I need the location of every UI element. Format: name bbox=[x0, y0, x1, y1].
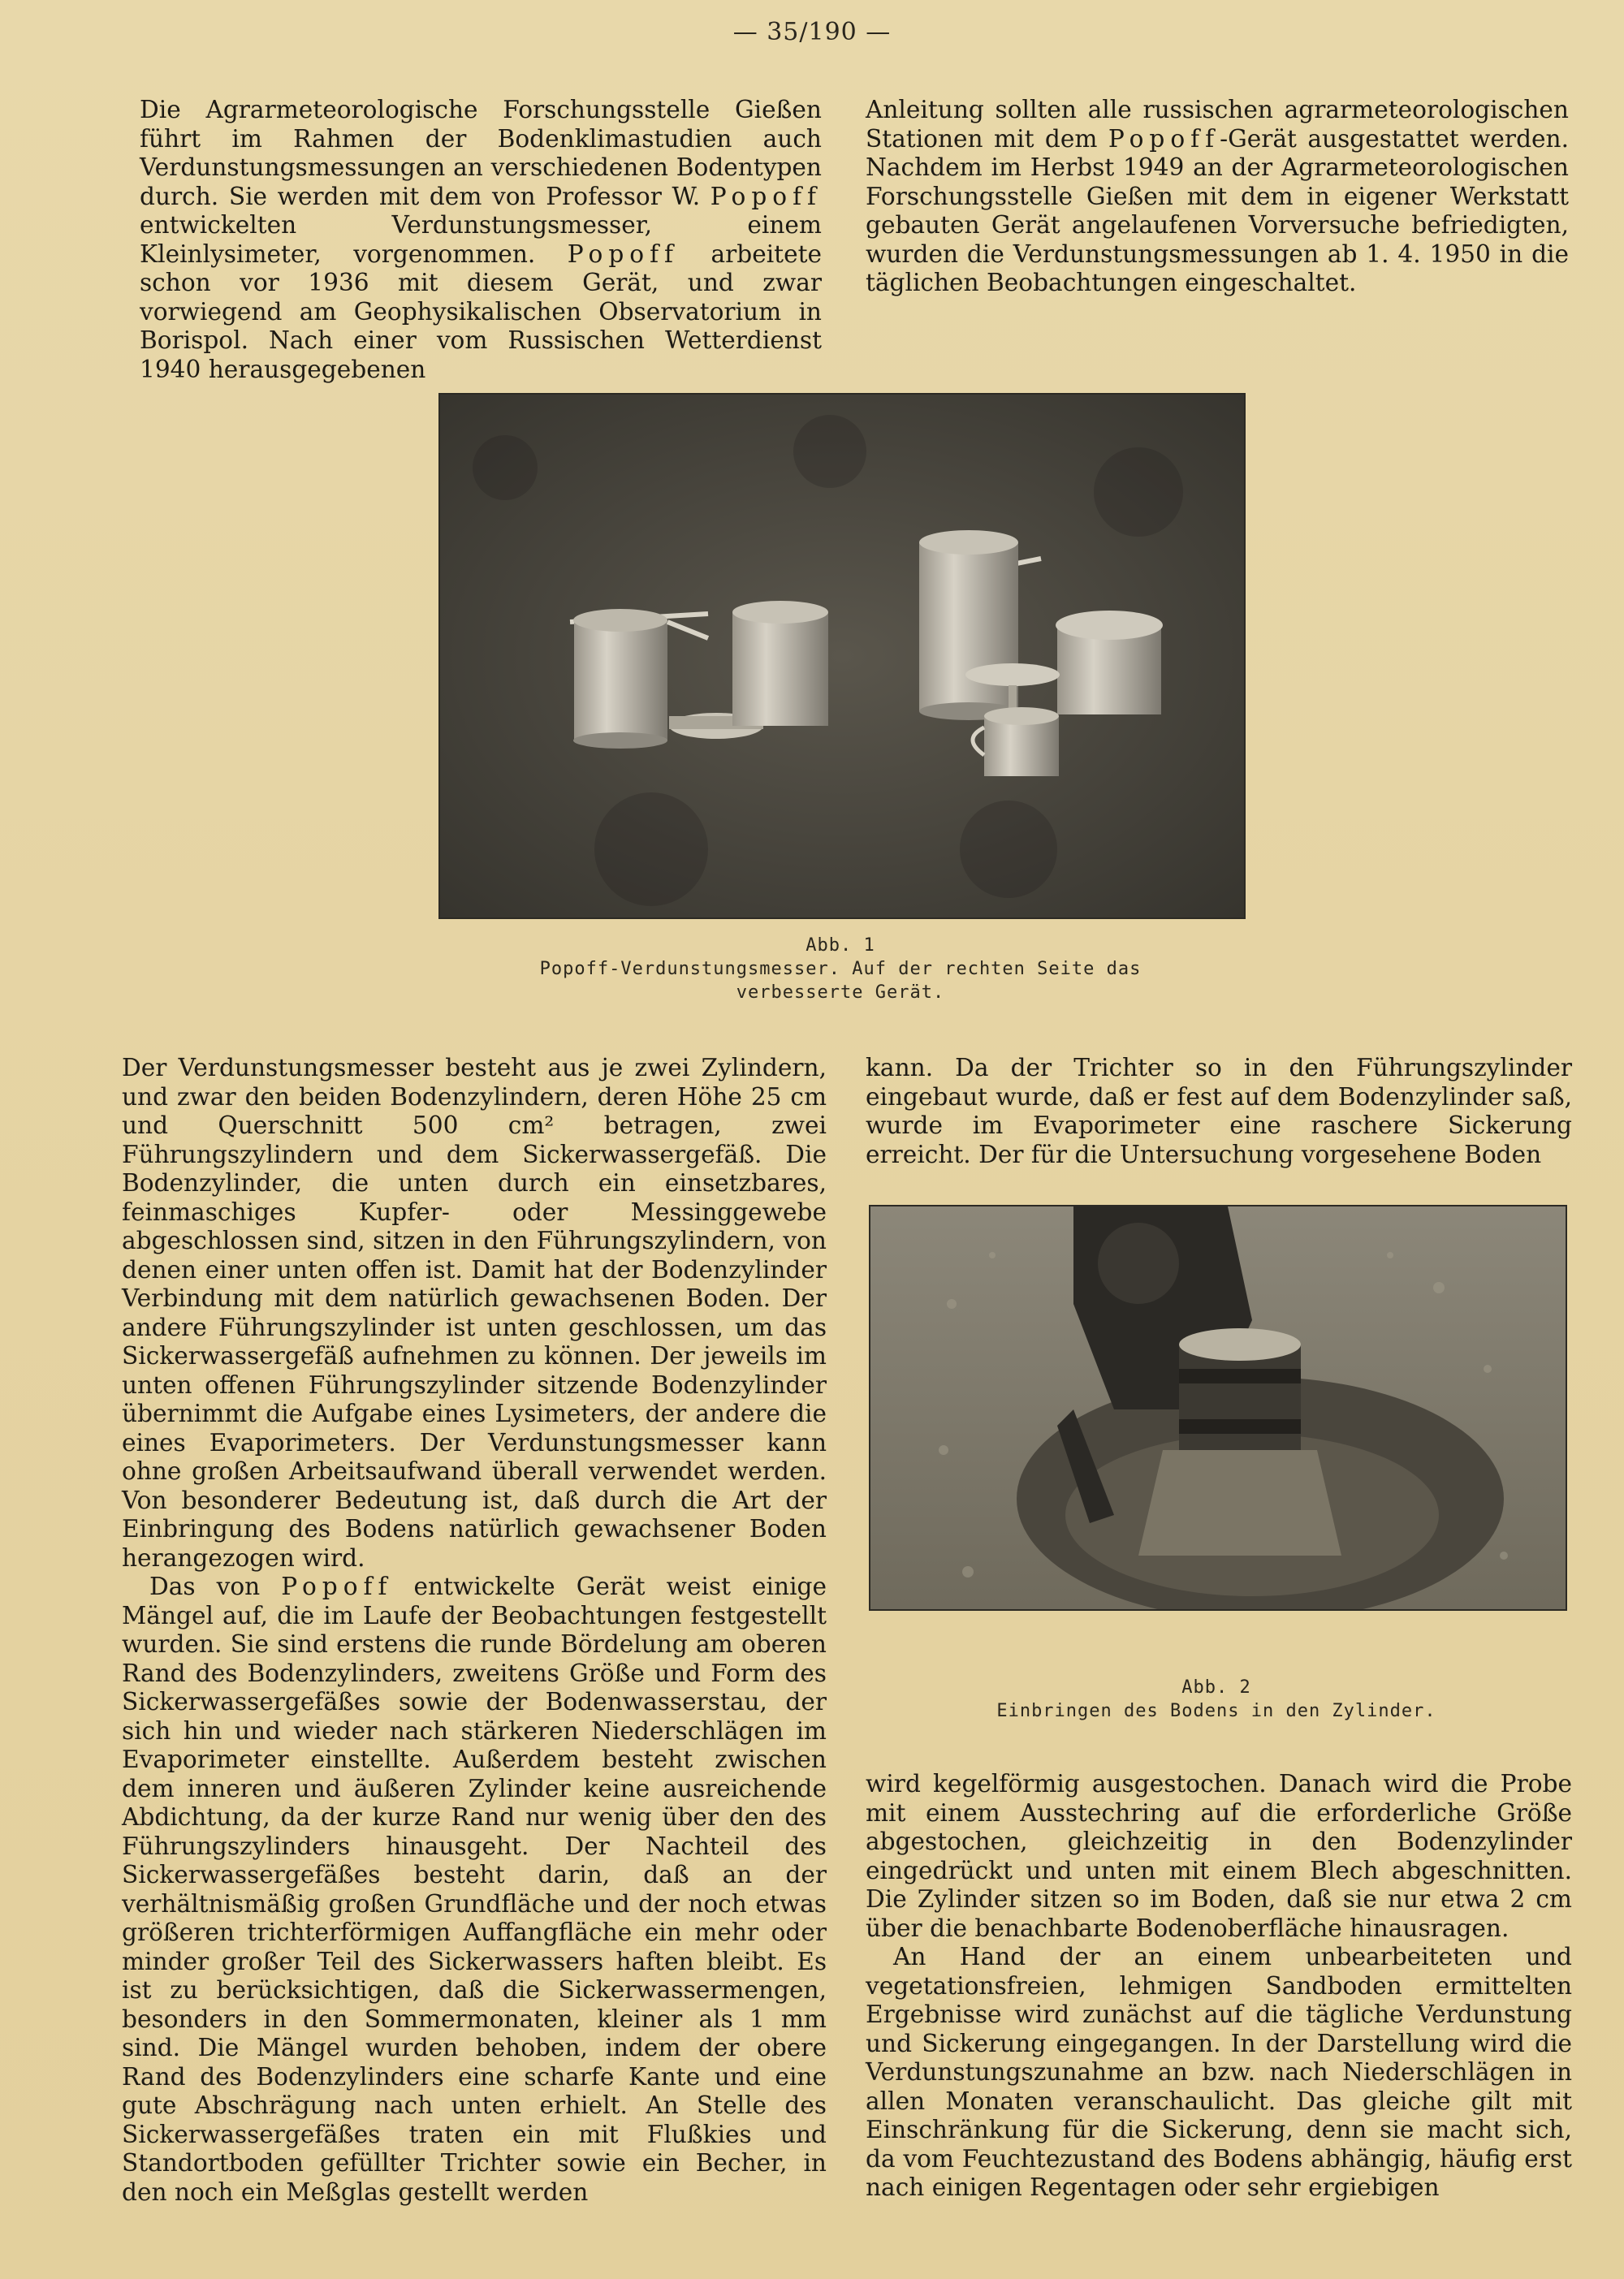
paragraph: kann. Da der Trichter so in den Führungszylinder eingebaut wurde, daß er fest auf dem Bodenzylinder saß, wurde im Evaporimeter eine raschere Sickerung erreicht. Der für die Untersuchung vorgesehene Boden bbox=[866, 1054, 1572, 1168]
figure-2-photo bbox=[869, 1205, 1567, 1611]
paragraph: Anleitung sollten alle russischen agrarmeteorologischen Stationen mit dem Popoff-Gerät ausgestattet werden. Nachdem im Herbst 1949 an der Agrarmeteorologischen Forschungsstelle Gießen mit dem in eigener Werkstatt gebauten Gerät angelaufenen Vorversuche befriedigten, wurden die Verdunstungsmessungen ab 1. 4. 1950 in die täglichen Beobachtungen eingeschaltet. bbox=[866, 96, 1569, 296]
author-name: Popoff bbox=[1108, 124, 1220, 153]
soil-cylinder-photo bbox=[870, 1206, 1566, 1609]
bottom-left-column bbox=[122, 1054, 827, 2207]
author-name: Popoff bbox=[710, 182, 822, 210]
bottom-right-top-column bbox=[866, 1054, 1572, 1169]
paragraph: Die Agrarmeteorologische Forschungsstelle Gießen führt im Rahmen der Bodenklimastudien auch Verdunstungsmessungen an verschiedenen Bodentypen durch. Sie werden mit dem von Professor W. Popoff entwickelten Verdunstungsmesser, einem Kleinlysimeter, vorgenommen. Popoff arbeitete schon vor 1936 mit diesem Gerät, und zwar vorwiegend am Geophysikalischen Observatorium in Borispol. Nach einer vom Russischen Wetterdienst 1940 herausgegebenen bbox=[140, 96, 822, 383]
bottom-right-bottom-column bbox=[866, 1770, 1572, 2203]
figure-2-caption bbox=[869, 1676, 1564, 1723]
paragraph: Der Verdunstungsmesser besteht aus je zwei Zylindern, und zwar den beiden Bodenzylindern, deren Höhe 25 cm und Querschnitt 500 cm² betragen, zwei Führungszylindern und dem Sickerwassergefäß. Die Bodenzylinder, die unten durch ein einsetzbares, feinmaschiges Kupfer- oder Messinggewebe abgeschlossen sind, sitzen in den Führungszylindern, von denen einer unten offen ist. Damit hat der Bodenzylinder Verbindung mit dem natürlich gewachsenen Boden. Der andere Führungszylinder ist unten geschlossen, um das Sickerwassergefäß aufnehmen zu können. Der jeweils im unten offenen Führungszylinder sitzende Bodenzylinder übernimmt die Aufgabe eines Lysimeters, der andere die eines Evaporimeters. Der Verdunstungsmesser kann ohne großen Arbeitsaufwand überall verwendet werden. Von besonderer Bedeutung ist, daß durch die Art der Einbringung des Bodens natürlich gewachsener Boden herangezogen wird. bbox=[122, 1054, 827, 1572]
figure-1-caption bbox=[438, 934, 1242, 1004]
author-name: Popoff bbox=[567, 240, 679, 268]
figure-1-label: Abb. 1 bbox=[806, 935, 875, 956]
author-name: Popoff bbox=[281, 1573, 393, 1600]
paragraph: An Hand der an einem unbearbeiteten und vegetationsfreien, lehmigen Sandboden ermittelten Ergebnisse wird zunächst auf die tägliche Verdunstung und Sickerung eingegangen. In der Darstellung wird die Verdunstungszunahme an bzw. nach Niederschlägen in allen Monaten veranschaulicht. Das gleiche gilt mit Einschränkung für die Sickerung, denn sie macht sich, da vom Feuchtezustand des Bodens abhängig, häufig erst nach einigen Regentagen oder sehr ergiebigen bbox=[866, 1943, 1572, 2201]
figure-1-photo bbox=[438, 393, 1246, 919]
figure-1-caption-line-1: Popoff-Verdunstungsmesser. Auf der rechten Seite das bbox=[539, 959, 1142, 979]
paragraph: Das von Popoff entwickelte Gerät weist einige Mängel auf, die im Laufe der Beobachtungen festgestellt wurden. Sie sind erstens die runde Bördelung am oberen Rand des Bodenzylinders, zweitens Größe und Form des Sickerwassergefäßes sowie der Bodenwasserstau, der sich hin und wieder nach stärkeren Niederschlägen im Evaporimeter einstellte. Außerdem besteht zwischen dem inneren und äußeren Zylinder keine ausreichende Abdichtung, da der kurze Rand nur wenig über den des Führungszylinders hinausgeht. Der Nachteil des Sickerwassergefäßes besteht darin, daß an der verhältnismäßig großen Grundfläche und der noch etwas größeren trichterförmigen Auffangfläche ein mehr oder minder großer Teil des Sickerwassers haften bleibt. Es ist zu berücksichtigen, daß die Sickerwassermengen, besonders in den Sommermonaten, kleiner als 1 mm sind. Die Mängel wurden behoben, indem der obere Rand des Bodenzylinders eine scharfe Kante und eine gute Abschrägung nach unten erhielt. An Stelle des Sickerwassergefäßes traten ein mit Flußkies und Standortboden gefüllter Trichter sowie ein Becher, in den noch ein Meßglas gestellt werden bbox=[122, 1573, 827, 2206]
evaporation-meter-photo bbox=[440, 395, 1244, 917]
paragraph: wird kegelförmig ausgestochen. Danach wird die Probe mit einem Ausstechring auf die erforderliche Größe abgestochen, gleichzeitig in den Bodenzylinder eingedrückt und unten mit einem Blech abgeschnitten. Die Zylinder sitzen so im Boden, daß sie nur etwa 2 cm über die benachbarte Bodenoberfläche hinausragen. bbox=[866, 1770, 1572, 1942]
page-number: — 35/190 — bbox=[732, 18, 892, 46]
top-left-column bbox=[140, 96, 822, 384]
top-right-column bbox=[866, 96, 1569, 298]
figure-1-caption-line-2: verbesserte Gerät. bbox=[736, 982, 945, 1003]
figure-2-caption-text: Einbringen des Bodens in den Zylinder. bbox=[996, 1701, 1436, 1721]
figure-2-label: Abb. 2 bbox=[1181, 1677, 1251, 1698]
